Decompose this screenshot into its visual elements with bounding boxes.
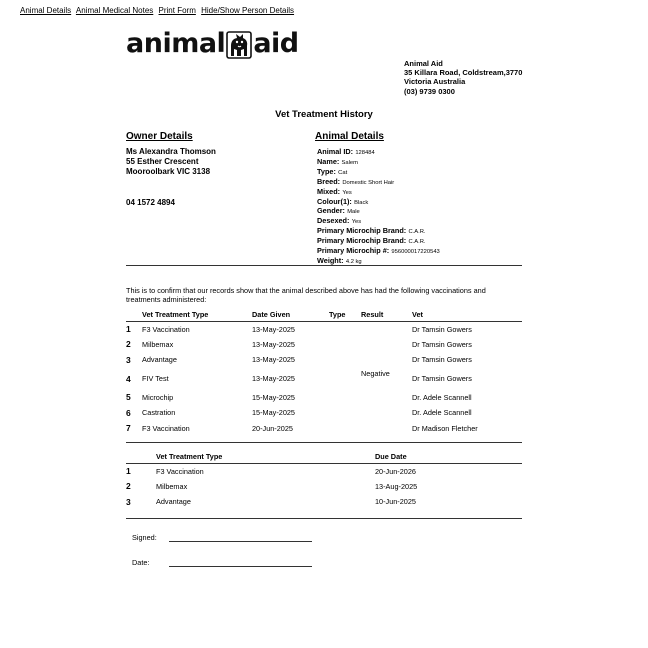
field-label: Colour(1): bbox=[317, 196, 352, 206]
animal-heading: Animal Details bbox=[315, 131, 384, 142]
col-header-date-given: Date Given bbox=[252, 310, 329, 321]
col-header-due-date: Due Date bbox=[375, 452, 522, 463]
document-title: Vet Treatment History bbox=[275, 109, 373, 120]
date-cell: 15-May-2025 bbox=[252, 392, 295, 402]
divider bbox=[126, 265, 522, 266]
field-label: Mixed: bbox=[317, 186, 341, 196]
col-header-vet: Vet bbox=[412, 310, 522, 321]
table-row bbox=[126, 321, 522, 337]
treatment-cell: F3 Vaccination bbox=[156, 466, 204, 476]
due-date-cell: 13-Aug-2025 bbox=[375, 481, 418, 491]
table-row bbox=[126, 421, 522, 437]
date-row bbox=[132, 558, 312, 567]
table-row bbox=[126, 494, 522, 510]
treatment-cell: Castration bbox=[142, 408, 176, 418]
logo-text-aid: aid bbox=[253, 28, 299, 59]
result-cell bbox=[361, 405, 412, 421]
treatment-cell: FIV Test bbox=[142, 374, 169, 383]
owner-suburb: Mooroolbark VIC 3138 bbox=[126, 167, 211, 176]
col-header-type: Type bbox=[329, 310, 361, 321]
type-cell bbox=[329, 352, 361, 368]
col-header-treatment: Vet Treatment Type bbox=[156, 452, 375, 463]
org-phone: (03) 9739 0300 bbox=[404, 86, 455, 96]
field-value: C.A.R. bbox=[408, 229, 426, 236]
owner-details bbox=[126, 131, 216, 207]
field-value: Cat bbox=[338, 169, 348, 176]
due-date-cell: 10-Jun-2025 bbox=[375, 497, 416, 507]
field-label: Breed: bbox=[317, 176, 341, 186]
due-treatments-table bbox=[126, 452, 522, 510]
col-header-result: Result bbox=[361, 310, 412, 321]
table-row bbox=[126, 337, 522, 353]
date-cell: 13-May-2025 bbox=[252, 355, 295, 365]
row-number: 3 bbox=[126, 354, 131, 365]
date-cell: 15-May-2025 bbox=[252, 408, 295, 418]
owner-street: 55 Esther Crescent bbox=[126, 157, 199, 166]
type-cell bbox=[329, 405, 361, 421]
treatment-cell: F3 Vaccination bbox=[142, 423, 190, 433]
field-label: Name: bbox=[317, 156, 340, 166]
field-value: C.A.R. bbox=[408, 239, 426, 246]
date-label: Date: bbox=[132, 558, 150, 567]
field-value: Yes bbox=[342, 189, 352, 196]
animal-field-list bbox=[315, 148, 440, 267]
table-row bbox=[126, 405, 522, 421]
table-row bbox=[126, 352, 522, 368]
field-label: Weight: bbox=[317, 255, 344, 265]
col-header-treatment: Vet Treatment Type bbox=[142, 310, 252, 321]
row-number: 2 bbox=[126, 481, 131, 492]
result-cell bbox=[361, 352, 412, 368]
table-row bbox=[126, 479, 522, 495]
date-line bbox=[169, 559, 312, 567]
field-value: Male bbox=[347, 209, 360, 216]
field-value: 128484 bbox=[355, 150, 375, 156]
org-name: Animal Aid bbox=[404, 59, 443, 68]
field-label: Animal ID: bbox=[317, 147, 354, 156]
row-number: 7 bbox=[126, 423, 131, 434]
result-cell bbox=[361, 337, 412, 353]
org-address-line1: 35 Killara Road, Coldstream,3770 bbox=[404, 68, 523, 78]
table-row bbox=[126, 368, 522, 390]
type-cell bbox=[329, 337, 361, 353]
signed-row bbox=[132, 533, 312, 542]
nav-print-form-link[interactable]: Print Form bbox=[158, 6, 196, 15]
nav-animal-details-link[interactable]: Animal Details bbox=[20, 6, 72, 15]
treatment-cell: Milbemax bbox=[142, 339, 174, 349]
type-cell bbox=[329, 321, 361, 337]
treatment-cell: Microchip bbox=[142, 392, 174, 402]
vet-cell: Dr Tamsin Gowers bbox=[412, 355, 472, 365]
org-address-block bbox=[404, 59, 522, 96]
divider bbox=[126, 442, 522, 443]
nav-toggle-person-link[interactable]: Hide/Show Person Details bbox=[201, 6, 295, 15]
divider bbox=[126, 518, 522, 519]
field-value: Yes bbox=[351, 219, 362, 226]
type-cell bbox=[329, 421, 361, 437]
type-cell bbox=[329, 390, 361, 406]
table-header-row bbox=[126, 452, 522, 463]
row-number: 5 bbox=[126, 392, 131, 403]
due-date-cell: 20-Jun-2026 bbox=[375, 466, 416, 476]
vet-cell: Dr Tamsin Gowers bbox=[412, 324, 472, 334]
date-cell: 13-May-2025 bbox=[252, 374, 295, 383]
animal-aid-logo bbox=[126, 28, 299, 59]
date-cell: 13-May-2025 bbox=[252, 339, 295, 349]
vet-cell: Dr. Adele Scannell bbox=[412, 392, 472, 402]
row-number: 1 bbox=[126, 466, 131, 476]
signed-label: Signed: bbox=[132, 533, 157, 542]
vet-cell: Dr Tamsin Gowers bbox=[412, 374, 472, 383]
field-value: 4.2 kg bbox=[345, 258, 362, 265]
result-cell bbox=[361, 390, 412, 406]
table-row bbox=[126, 390, 522, 406]
vet-cell: Dr Madison Fletcher bbox=[412, 423, 478, 433]
result-cell: Negative bbox=[361, 368, 390, 378]
vet-cell: Dr Tamsin Gowers bbox=[412, 339, 472, 349]
treatment-history-table bbox=[126, 310, 522, 436]
field-label: Primary Microchip #: bbox=[317, 246, 390, 256]
owner-name: Ms Alexandra Thomson bbox=[126, 147, 216, 156]
vet-cell: Dr. Adele Scannell bbox=[412, 408, 472, 418]
treatment-cell: Advantage bbox=[156, 497, 191, 507]
field-value: Black bbox=[354, 199, 369, 206]
signed-line bbox=[169, 534, 312, 542]
field-label: Type: bbox=[317, 166, 336, 176]
row-number: 3 bbox=[126, 496, 131, 507]
field-label: Gender: bbox=[317, 206, 345, 216]
field-label: Primary Microchip Brand: bbox=[317, 226, 407, 236]
field-value: Domestic Short Hair bbox=[342, 179, 395, 186]
dog-logo-icon bbox=[226, 29, 252, 59]
logo-text-animal: animal bbox=[126, 28, 226, 59]
field-value: 956000017220543 bbox=[391, 249, 440, 256]
org-address-line2: Victoria Australia bbox=[404, 77, 466, 87]
field-value: Salem bbox=[341, 159, 358, 166]
row-number: 1 bbox=[126, 324, 131, 334]
result-cell bbox=[361, 321, 412, 337]
treatment-cell: Milbemax bbox=[156, 481, 188, 491]
table-header-row bbox=[126, 310, 522, 321]
table-row bbox=[126, 463, 522, 479]
row-number: 2 bbox=[126, 339, 131, 350]
row-number: 6 bbox=[126, 407, 131, 418]
treatment-cell: Advantage bbox=[142, 355, 177, 365]
type-cell bbox=[329, 368, 361, 390]
date-cell: 13-May-2025 bbox=[252, 324, 295, 334]
nav-medical-notes-link[interactable]: Animal Medical Notes bbox=[75, 6, 154, 15]
result-cell bbox=[361, 421, 412, 437]
row-number: 4 bbox=[126, 373, 131, 384]
field-label: Primary Microchip Brand: bbox=[317, 236, 407, 246]
confirmation-text: This is to confirm that our records show that the animal described above has had the following vaccinations and treatments administered: bbox=[126, 286, 486, 304]
owner-phone: 04 1572 4894 bbox=[126, 198, 175, 207]
top-nav bbox=[20, 6, 297, 15]
treatment-cell: F3 Vaccination bbox=[142, 324, 190, 334]
date-cell: 20-Jun-2025 bbox=[252, 423, 293, 433]
owner-heading: Owner Details bbox=[126, 131, 193, 142]
animal-details bbox=[315, 131, 440, 267]
field-label: Desexed: bbox=[317, 216, 350, 226]
